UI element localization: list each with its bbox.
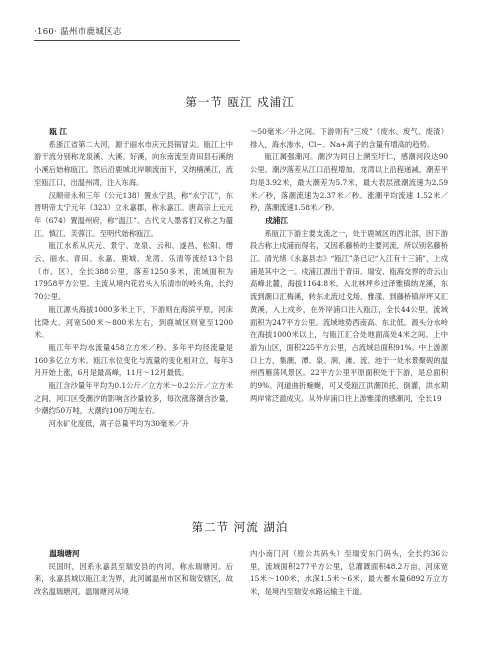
section2-left-column <box>34 548 233 599</box>
subsection-heading: 戍浦江 <box>265 215 288 225</box>
section1-right-column <box>250 126 448 405</box>
paragraph: 民国时，因系永嘉县至瑞安县的内河，称永瑞塘河。后来，永嘉县城以瓯江北为界，此河属温州市区和瑞安辖区，故改名温瑞塘河。温瑞塘河从境 <box>34 561 233 597</box>
section1-left-column <box>34 126 233 431</box>
paragraph: 系瓯江下游主要支流之一，处于鹿城区的西北部，因下游段古称上戍浦而得名，又因系藤桥的主要河流，所以别名藤桥江。清光绪《永嘉县志》“瓯江”条已记“入江有十三浦”，上戍浦是其中之一。戍浦江源出于青田、瑞安、瓯海交界的奇云山高峰北麓，海拔1164.8米。入北林坪乡过泽雅镇纳龙溪，东流到潮口汇梅溪，转东北流过戈炀、雅漾、到藤桥镇岸坪又汇黄溪，入上戍乡，在外岸浦口注入瓯江，全长44公里，流域面积为247平方公里。流域地势西南高、东北低。源头分水岭在海拔1000米以上，与瓯江汇合处地面高处4米之间。上中游为山区，面积225平方公里，占流域总面积91%。中上游源口上方，集潮、潭、泉、涧、滩、流、池于一处水景聚砚的温州西雁荡风景区。22平方公里平原面积处于下游，是总面积的9%。河道曲折蜿蜒，可又受瓯江洪潮顶托，倒灌，洪水期两岸常泛滥成灾。从外岸浦口往上游雅漾的感潮河，全长19 <box>250 228 448 403</box>
subsection-heading: 瓯 江 <box>49 127 68 136</box>
paragraph: 瓯江源头海拔1000多米上下，下游则在海滨平原，河床比降大。河宽500米～800米左右，到鹿城区则宽至1200米。 <box>34 304 233 340</box>
paragraph: 河水矿化度低，离子总量平均为30毫米／升 <box>48 419 190 429</box>
running-head: ·160· 温州市鹿城区志 <box>34 27 122 37</box>
section1-title: 第一节 瓯江 戍浦江 <box>185 95 295 109</box>
subsection-heading: 温瑞塘河 <box>49 549 80 558</box>
paragraph: 汉顺帝永和三年（公元138）置永宁县，称“永宁江”，东晋明帝太宁元年（323）立永嘉郡，称永嘉江。唐高宗上元元年（674）置温州府，称“温江”。古代文人墨客们又称之为蜃江、慎江、芙蓉江。至明代始称瓯江。 <box>34 190 233 238</box>
paragraph-continued: ～50毫米／升之间。下游则有“三废”（废水、废气、废渣）排入，海水渗水，Cl−、Na+离子的含量有增高的趋势。 <box>250 127 448 149</box>
paragraph-continued: 内小南门河（原公共码头）至瑞安东门码头，全长约36公里，流域面积277平方公里，总灌溉面积48.2万亩，河床宽15米～100米，水深1.5米～6米，最大蓄水量6892万立方米，是境内至瑞安水路运输主干道。 <box>250 549 448 597</box>
paragraph: 瓯江含沙量年平均为0.1公斤／立方米～0.2公斤／立方米之间，河口区受潮汐的影响含沙量较多，每次涨落潮含沙量，少潮约50万吨，大潮约100万吨左右。 <box>34 381 233 416</box>
section2-right-column <box>250 548 448 599</box>
paragraph: 瓯江年平均水流量458立方米／秒。多年平均径流量是160多亿立方米。瓯江水位变化与流量的变化相对立，每年3月开始上涨，6月是最高峰，11月～12月最低。 <box>34 342 233 378</box>
paragraph: 系浙江省第二大河，源于丽水市庆元县锅冒尖。瓯江上中游干流分别称龙泉溪、大溪、好溪，向东南流至青田县石溪纳小溪后始称瓯江。然后沿鹿城北岸顺流而下，又纳楠溪江，流至瓯江口，出温州湾，注入东海。 <box>34 139 233 187</box>
header-rule <box>34 40 240 41</box>
paragraph: 瓯江属强潮河。潮汐为同日上溯至圩仁，感潮河段达90公里。潮汐落差从江口沿程增加，龙湾以上沿程递减，潮差平均是3.92米，最大潮差为5.7米，最大表层涨潮流速为2.59 米／秒，落潮流速为2.37米／秒。涨潮平均流速 1.52米／秒，落潮流速1.58米／秒。 <box>250 152 448 213</box>
paragraph: 瓯江水系从庆元、景宁、龙泉、云和、遂昌、松阳、缙云、丽水、青田、永嘉、鹿城、龙湾、乐清等流经13个县（市、区），全长388公里，落差1250多米，流域面积为17958平方公里。主流从境内花岩头入乐清市的岭头角，长约70公里。 <box>34 241 233 302</box>
section2-title: 第二节 河流 湖泊 <box>191 520 289 534</box>
